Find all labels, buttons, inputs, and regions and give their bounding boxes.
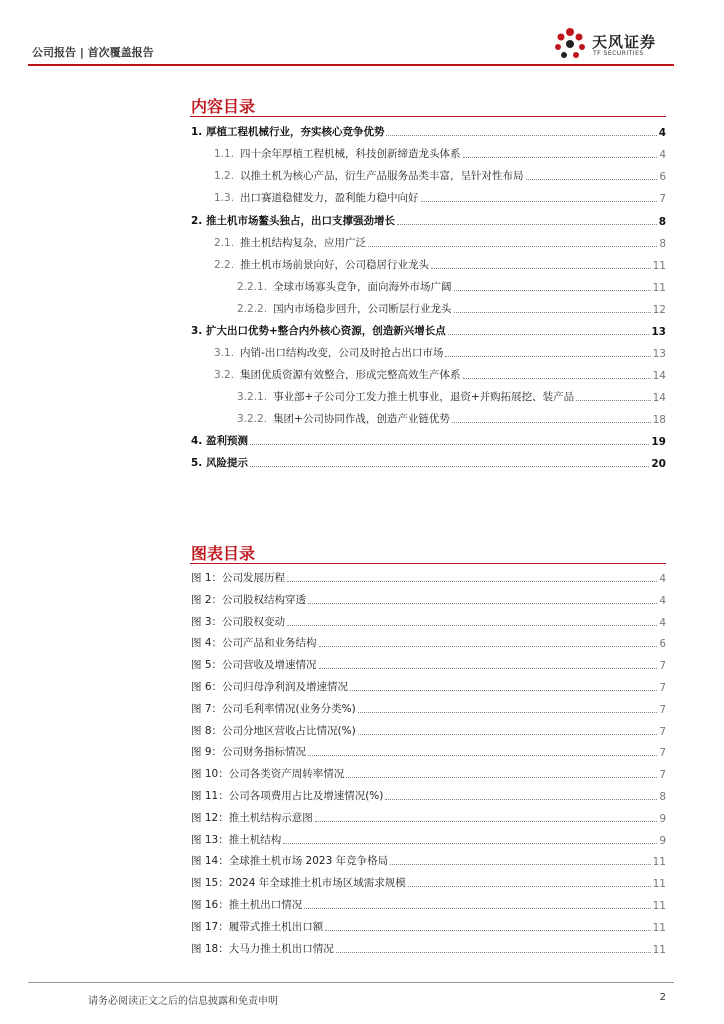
figure-entry-label: 图 7：公司毛利率情况(业务分类%) bbox=[191, 702, 356, 715]
figure-leader-dots bbox=[385, 799, 657, 800]
toc-page-number: 20 bbox=[651, 458, 666, 470]
figure-entry[interactable] bbox=[191, 919, 666, 934]
toc-entry-number: 2.2.2. bbox=[237, 303, 268, 315]
toc-page-number: 14 bbox=[652, 392, 666, 404]
toc-entry-text: 推土机市场前景向好，公司稳居行业龙头 bbox=[240, 259, 430, 271]
figure-leader-dots bbox=[336, 952, 651, 953]
toc-entry-text: 事业部+子公司分工发力推土机事业，退资+并购拓展挖、装产品 bbox=[273, 391, 575, 403]
figure-page-number: 9 bbox=[659, 812, 666, 825]
figure-entry[interactable] bbox=[191, 875, 666, 890]
figure-entry[interactable] bbox=[191, 897, 666, 912]
figure-entry[interactable] bbox=[191, 766, 666, 781]
figure-entry[interactable] bbox=[191, 614, 666, 629]
toc-entry-text: 推土机结构复杂，应用广泛 bbox=[240, 237, 367, 249]
toc-entry-text: 集团优质资源有效整合，形成完整高效生产体系 bbox=[240, 369, 461, 381]
figure-entry-label: 图 16：推土机出口情况 bbox=[191, 899, 303, 911]
toc-page-number: 14 bbox=[652, 370, 666, 382]
figure-entry[interactable] bbox=[191, 592, 666, 607]
figure-entry[interactable] bbox=[191, 744, 666, 759]
footer-disclaimer: 请务必阅读正文之后的信息披露和免责申明 bbox=[88, 996, 278, 1007]
toc-entry-text: 四十余年厚植工程机械，科技创新缔造龙头体系 bbox=[240, 148, 461, 160]
toc-page-number: 8 bbox=[658, 216, 666, 228]
figure-page-number: 11 bbox=[652, 856, 666, 869]
toc-page-number: 4 bbox=[659, 149, 666, 161]
toc-entry-text: 国内市场稳步回升，公司断层行业龙头 bbox=[273, 303, 452, 315]
figure-page-number: 7 bbox=[659, 660, 666, 673]
contents-title: 内容目录 bbox=[191, 97, 256, 116]
toc-entry-text: 集团+公司协同作战，创造产业链优势 bbox=[273, 413, 450, 425]
figure-page-number: 9 bbox=[659, 834, 666, 847]
toc-page-number: 18 bbox=[652, 414, 666, 426]
toc-page-number: 12 bbox=[652, 304, 666, 316]
toc-entry-number: 3.1. bbox=[214, 347, 235, 359]
figure-leader-dots bbox=[358, 712, 658, 713]
logo-name: 天风证券 bbox=[592, 33, 657, 51]
toc-entry-number: 3.2. bbox=[214, 369, 235, 381]
figure-entry-label: 图 5：公司营收及增速情况 bbox=[191, 659, 317, 672]
toc-entry-number: 2.2.1. bbox=[237, 281, 268, 293]
toc-entry-text: 全球市场寡头竞争，面向海外市场广阔 bbox=[273, 281, 452, 293]
figure-entry-label: 图 1：公司发展历程 bbox=[191, 572, 286, 584]
figure-entry-label: 图 17：履带式推土机出口额 bbox=[191, 920, 324, 933]
figure-leader-dots bbox=[319, 646, 658, 647]
figure-entry[interactable] bbox=[191, 635, 666, 650]
toc-entry-text: 推土机市场鳌头独占，出口支撑强劲增长 bbox=[205, 215, 395, 227]
toc-page-number: 13 bbox=[652, 348, 666, 360]
figure-entry[interactable] bbox=[191, 679, 666, 694]
figure-entry-label: 图 9：公司财务指标情况 bbox=[191, 746, 307, 759]
figure-entry-label: 图 3：公司股权变动 bbox=[191, 615, 286, 628]
figure-entry-label: 图 8：公司分地区营收占比情况(%) bbox=[191, 724, 356, 737]
toc-entry-number: 1.2. bbox=[214, 170, 235, 182]
figure-leader-dots bbox=[408, 886, 651, 887]
toc-page-number: 7 bbox=[659, 193, 666, 205]
toc-entry-number: 1.3. bbox=[214, 192, 235, 204]
figure-page-number: 8 bbox=[659, 791, 666, 803]
toc-entry-text: 厚植工程机械行业，夯实核心竞争优势 bbox=[205, 126, 385, 138]
figure-page-number: 4 bbox=[659, 573, 666, 585]
figure-entry[interactable] bbox=[191, 657, 666, 672]
toc-entry-text: 风险提示 bbox=[205, 457, 248, 469]
figure-leader-dots bbox=[325, 930, 650, 931]
figure-page-number: 7 bbox=[659, 725, 666, 738]
figure-page-number: 7 bbox=[659, 703, 666, 716]
figure-entry-label: 图 6：公司归母净利润及增速情况 bbox=[191, 681, 349, 693]
toc-entry-text: 内销-出口结构改变，公司及时抢占出口市场 bbox=[240, 347, 444, 359]
figure-leader-dots bbox=[390, 864, 651, 865]
toc-entry-number: 3.2.1. bbox=[237, 391, 268, 403]
figure-entry-label: 图 2：公司股权结构穿透 bbox=[191, 593, 307, 606]
figure-leader-dots bbox=[308, 755, 657, 756]
toc-page-number: 6 bbox=[659, 171, 666, 183]
toc-entry-text: 盈利预测 bbox=[205, 435, 248, 447]
figure-page-number: 7 bbox=[659, 769, 666, 782]
figure-entry[interactable] bbox=[191, 832, 666, 847]
figure-entry[interactable] bbox=[191, 941, 666, 956]
figure-leader-dots bbox=[319, 668, 658, 669]
figure-entry[interactable] bbox=[191, 853, 666, 868]
figure-entry[interactable] bbox=[191, 701, 666, 716]
toc-entry-number: 1.1. bbox=[214, 148, 235, 160]
page-number: 2 bbox=[659, 992, 666, 1003]
figure-entry-label: 图 15：2024 年全球推土机市场区域需求规模 bbox=[191, 877, 406, 890]
toc-entry-number: 4. bbox=[191, 435, 206, 447]
figure-entry[interactable] bbox=[191, 788, 666, 803]
figure-entry-label: 图 4：公司产品和业务结构 bbox=[191, 637, 317, 650]
figure-leader-dots bbox=[287, 581, 657, 582]
report-type-header: 公司报告 | 首次覆盖报告 bbox=[32, 46, 154, 59]
figure-entry-label: 图 12：推土机结构示意图 bbox=[191, 811, 313, 824]
toc-entry-number: 5. bbox=[191, 457, 206, 469]
figure-page-number: 11 bbox=[652, 900, 666, 912]
figure-entry-label: 图 13：推土机结构 bbox=[191, 833, 282, 846]
figure-page-number: 11 bbox=[652, 943, 666, 956]
figure-entry-label: 图 18：大马力推土机出口情况 bbox=[191, 942, 334, 955]
figure-entry-label: 图 10：公司各类资产周转率情况 bbox=[191, 768, 345, 781]
figure-leader-dots bbox=[304, 908, 650, 909]
figure-page-number: 4 bbox=[659, 616, 666, 629]
figure-leader-dots bbox=[283, 843, 657, 844]
figure-entry-label: 图 14：全球推土机市场 2023 年竞争格局 bbox=[191, 855, 389, 868]
toc-page-number: 4 bbox=[658, 127, 666, 139]
toc-entry-number: 2. bbox=[191, 215, 206, 227]
toc-entry-text: 以推土机为核心产品，衍生产品服务品类丰富，呈针对性布局 bbox=[240, 170, 524, 182]
toc-page-number: 11 bbox=[652, 260, 666, 272]
figure-leader-dots bbox=[315, 821, 658, 822]
figure-entry[interactable] bbox=[191, 723, 666, 738]
figure-page-number: 4 bbox=[659, 594, 666, 607]
figure-entry-label: 图 11：公司各项费用占比及增速情况(%) bbox=[191, 790, 384, 802]
toc-entry-number: 1. bbox=[191, 126, 206, 138]
figures-title: 图表目录 bbox=[191, 544, 256, 563]
figure-leader-dots bbox=[308, 603, 657, 604]
toc-page-number: 13 bbox=[651, 326, 666, 338]
figure-leader-dots bbox=[287, 625, 657, 626]
figure-page-number: 11 bbox=[652, 878, 666, 891]
toc-entry-number: 2.2. bbox=[214, 259, 235, 271]
figure-page-number: 6 bbox=[659, 638, 666, 651]
toc-page-number: 8 bbox=[659, 238, 666, 250]
figure-leader-dots bbox=[358, 734, 658, 735]
toc-entry-number: 3. bbox=[191, 325, 206, 337]
figure-entry[interactable] bbox=[191, 810, 666, 825]
figure-page-number: 11 bbox=[652, 921, 666, 934]
toc-entry-text: 出口赛道稳健发力，盈利能力稳中向好 bbox=[240, 192, 419, 204]
figure-page-number: 7 bbox=[659, 682, 666, 694]
figure-page-number: 7 bbox=[659, 747, 666, 760]
figure-entry[interactable] bbox=[191, 570, 666, 585]
toc-entry-text: 扩大出口优势+整合内外核心资源，创造新兴增长点 bbox=[205, 325, 446, 337]
logo-subtitle: TF SECURITIES bbox=[593, 50, 644, 57]
toc-page-number: 11 bbox=[652, 282, 666, 294]
figure-leader-dots bbox=[350, 690, 657, 691]
toc-entry-number: 3.2.2. bbox=[237, 413, 268, 425]
toc-page-number: 19 bbox=[651, 436, 666, 448]
toc-entry-number: 2.1. bbox=[214, 237, 235, 249]
footer-divider bbox=[28, 982, 674, 983]
figure-leader-dots bbox=[346, 777, 657, 778]
